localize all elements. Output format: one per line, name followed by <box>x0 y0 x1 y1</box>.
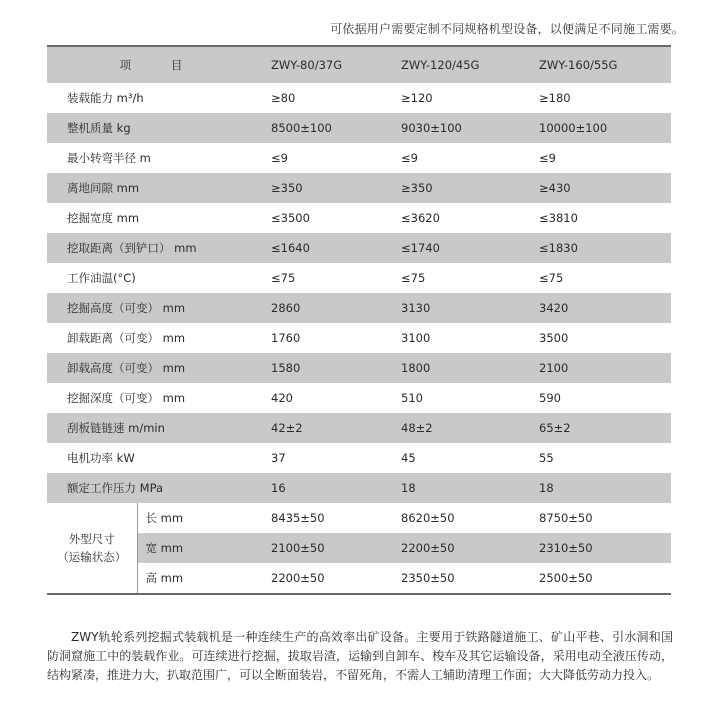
size-group-subtitle: （运输状态） <box>57 550 127 564</box>
table-row <box>47 383 671 413</box>
row-label: 额定工作压力 MPa <box>47 473 255 503</box>
row-label: 电机功率 kW <box>67 451 135 465</box>
table-row <box>47 173 671 203</box>
row-label: 刮板链链速 m/min <box>47 413 255 443</box>
cell-value: ≤75 <box>271 271 296 285</box>
table-row <box>47 473 671 503</box>
cell-value: 2200±50 <box>271 571 325 585</box>
cell-value: 1580 <box>255 353 385 383</box>
cell-value: 18 <box>523 473 671 503</box>
cell-value: 8620±50 <box>401 511 455 525</box>
table-row <box>47 143 671 173</box>
cell-value: 55 <box>539 451 554 465</box>
header-model-1: ZWY-80/37G <box>255 46 385 83</box>
table-row <box>47 203 671 233</box>
cell-value: 3100 <box>401 331 431 345</box>
cell-value: 42±2 <box>255 413 385 443</box>
cell-value: 9030±100 <box>385 113 523 143</box>
table-row <box>47 353 671 383</box>
table-row <box>47 233 671 263</box>
cell-value: 2860 <box>255 293 385 323</box>
size-row-height <box>47 563 671 594</box>
table-row <box>47 263 671 293</box>
table-row <box>47 413 671 443</box>
cell-value: 3130 <box>385 293 523 323</box>
cell-value: ≤3620 <box>401 211 440 225</box>
cell-value: ≥180 <box>539 91 571 105</box>
cell-value: ≤75 <box>401 271 426 285</box>
cell-value: ≤3500 <box>271 211 310 225</box>
table-row <box>47 443 671 473</box>
header-model-2: ZWY-120/45G <box>385 46 523 83</box>
cell-value: ≥120 <box>401 91 433 105</box>
product-description: ZWY轨轮系列挖掘式装载机是一种连续生产的高效率出矿设备。主要用于铁路隧道施工、矿山平巷、引水洞和国防洞窟施工中的装载作业。可连续进行挖掘，拔取岩渣，运输到自卸车、梭车及其它运输设备，采用电动全液压传动，结构紧凑，推进力大，扒取范围广，可以全断面装岩，不留死角，不需人工辅助清理工作面；大大降低劳动力投入。 <box>47 630 673 682</box>
cell-value: 590 <box>539 391 561 405</box>
cell-value: 1800 <box>385 353 523 383</box>
spec-table <box>47 45 671 595</box>
row-label: 宽 mm <box>137 533 255 563</box>
cell-value: 2200±50 <box>385 533 523 563</box>
cell-value: ≥80 <box>271 91 296 105</box>
table-row <box>47 83 671 113</box>
row-label: 工作油温(°C) <box>67 271 136 285</box>
size-group-title: 外型尺寸 <box>68 532 115 546</box>
cell-value: 8750±50 <box>539 511 593 525</box>
row-label: 高 mm <box>137 563 255 594</box>
cell-value: 2100±50 <box>255 533 385 563</box>
cell-value: ≤1830 <box>523 233 671 263</box>
row-label: 装载能力 m³/h <box>67 91 144 105</box>
cell-value: 2500±50 <box>539 571 593 585</box>
table-row <box>47 113 671 143</box>
cell-value: ≤1640 <box>255 233 385 263</box>
cell-value: ≤75 <box>539 271 564 285</box>
row-label: 整机质量 kg <box>47 113 255 143</box>
cell-value: 18 <box>385 473 523 503</box>
spec-table-container <box>47 45 671 595</box>
cell-value: 510 <box>401 391 423 405</box>
cell-value: ≤9 <box>539 151 556 165</box>
cell-value: ≥430 <box>523 173 671 203</box>
header-item: 项 目 <box>47 46 255 83</box>
cell-value: 3500 <box>539 331 569 345</box>
row-label: 挖取距离（到铲口） mm <box>47 233 255 263</box>
row-label: 挖掘高度（可变） mm <box>47 293 255 323</box>
row-label: 离地间隙 mm <box>47 173 255 203</box>
table-row <box>47 323 671 353</box>
cell-value: 2350±50 <box>401 571 455 585</box>
cell-value: 2100 <box>523 353 671 383</box>
size-row-width <box>47 533 671 563</box>
table-row <box>47 293 671 323</box>
cell-value: 3420 <box>523 293 671 323</box>
cell-value: 16 <box>255 473 385 503</box>
row-label: 卸载高度（可变） mm <box>47 353 255 383</box>
cell-value: ≤9 <box>401 151 418 165</box>
header-model-3: ZWY-160/55G <box>523 46 671 83</box>
cell-value: ≤3810 <box>539 211 578 225</box>
cell-value: 420 <box>271 391 293 405</box>
cell-value: 10000±100 <box>523 113 671 143</box>
cell-value: ≥350 <box>255 173 385 203</box>
cell-value: 45 <box>401 451 416 465</box>
size-row-length <box>47 503 671 533</box>
table-header-row <box>47 46 671 83</box>
cell-value: 65±2 <box>523 413 671 443</box>
cell-value: 8500±100 <box>255 113 385 143</box>
cell-value: ≤9 <box>271 151 288 165</box>
cell-value: 48±2 <box>385 413 523 443</box>
cell-value: 1760 <box>271 331 301 345</box>
row-label: 挖掘宽度 mm <box>67 211 140 225</box>
row-label: 长 mm <box>137 503 255 533</box>
size-group-label <box>47 503 137 594</box>
cell-value: 2310±50 <box>523 533 671 563</box>
row-label: 最小转弯半径 m <box>67 151 151 165</box>
cell-value: ≤1740 <box>385 233 523 263</box>
customization-note: 可依据用户需要定制不同规格机型设备，以便满足不同施工需要。 <box>330 22 684 36</box>
row-label: 挖掘深度（可变） mm <box>67 391 186 405</box>
cell-value: 8435±50 <box>271 511 325 525</box>
row-label: 卸载距离（可变） mm <box>67 331 186 345</box>
cell-value: ≥350 <box>385 173 523 203</box>
cell-value: 37 <box>271 451 286 465</box>
